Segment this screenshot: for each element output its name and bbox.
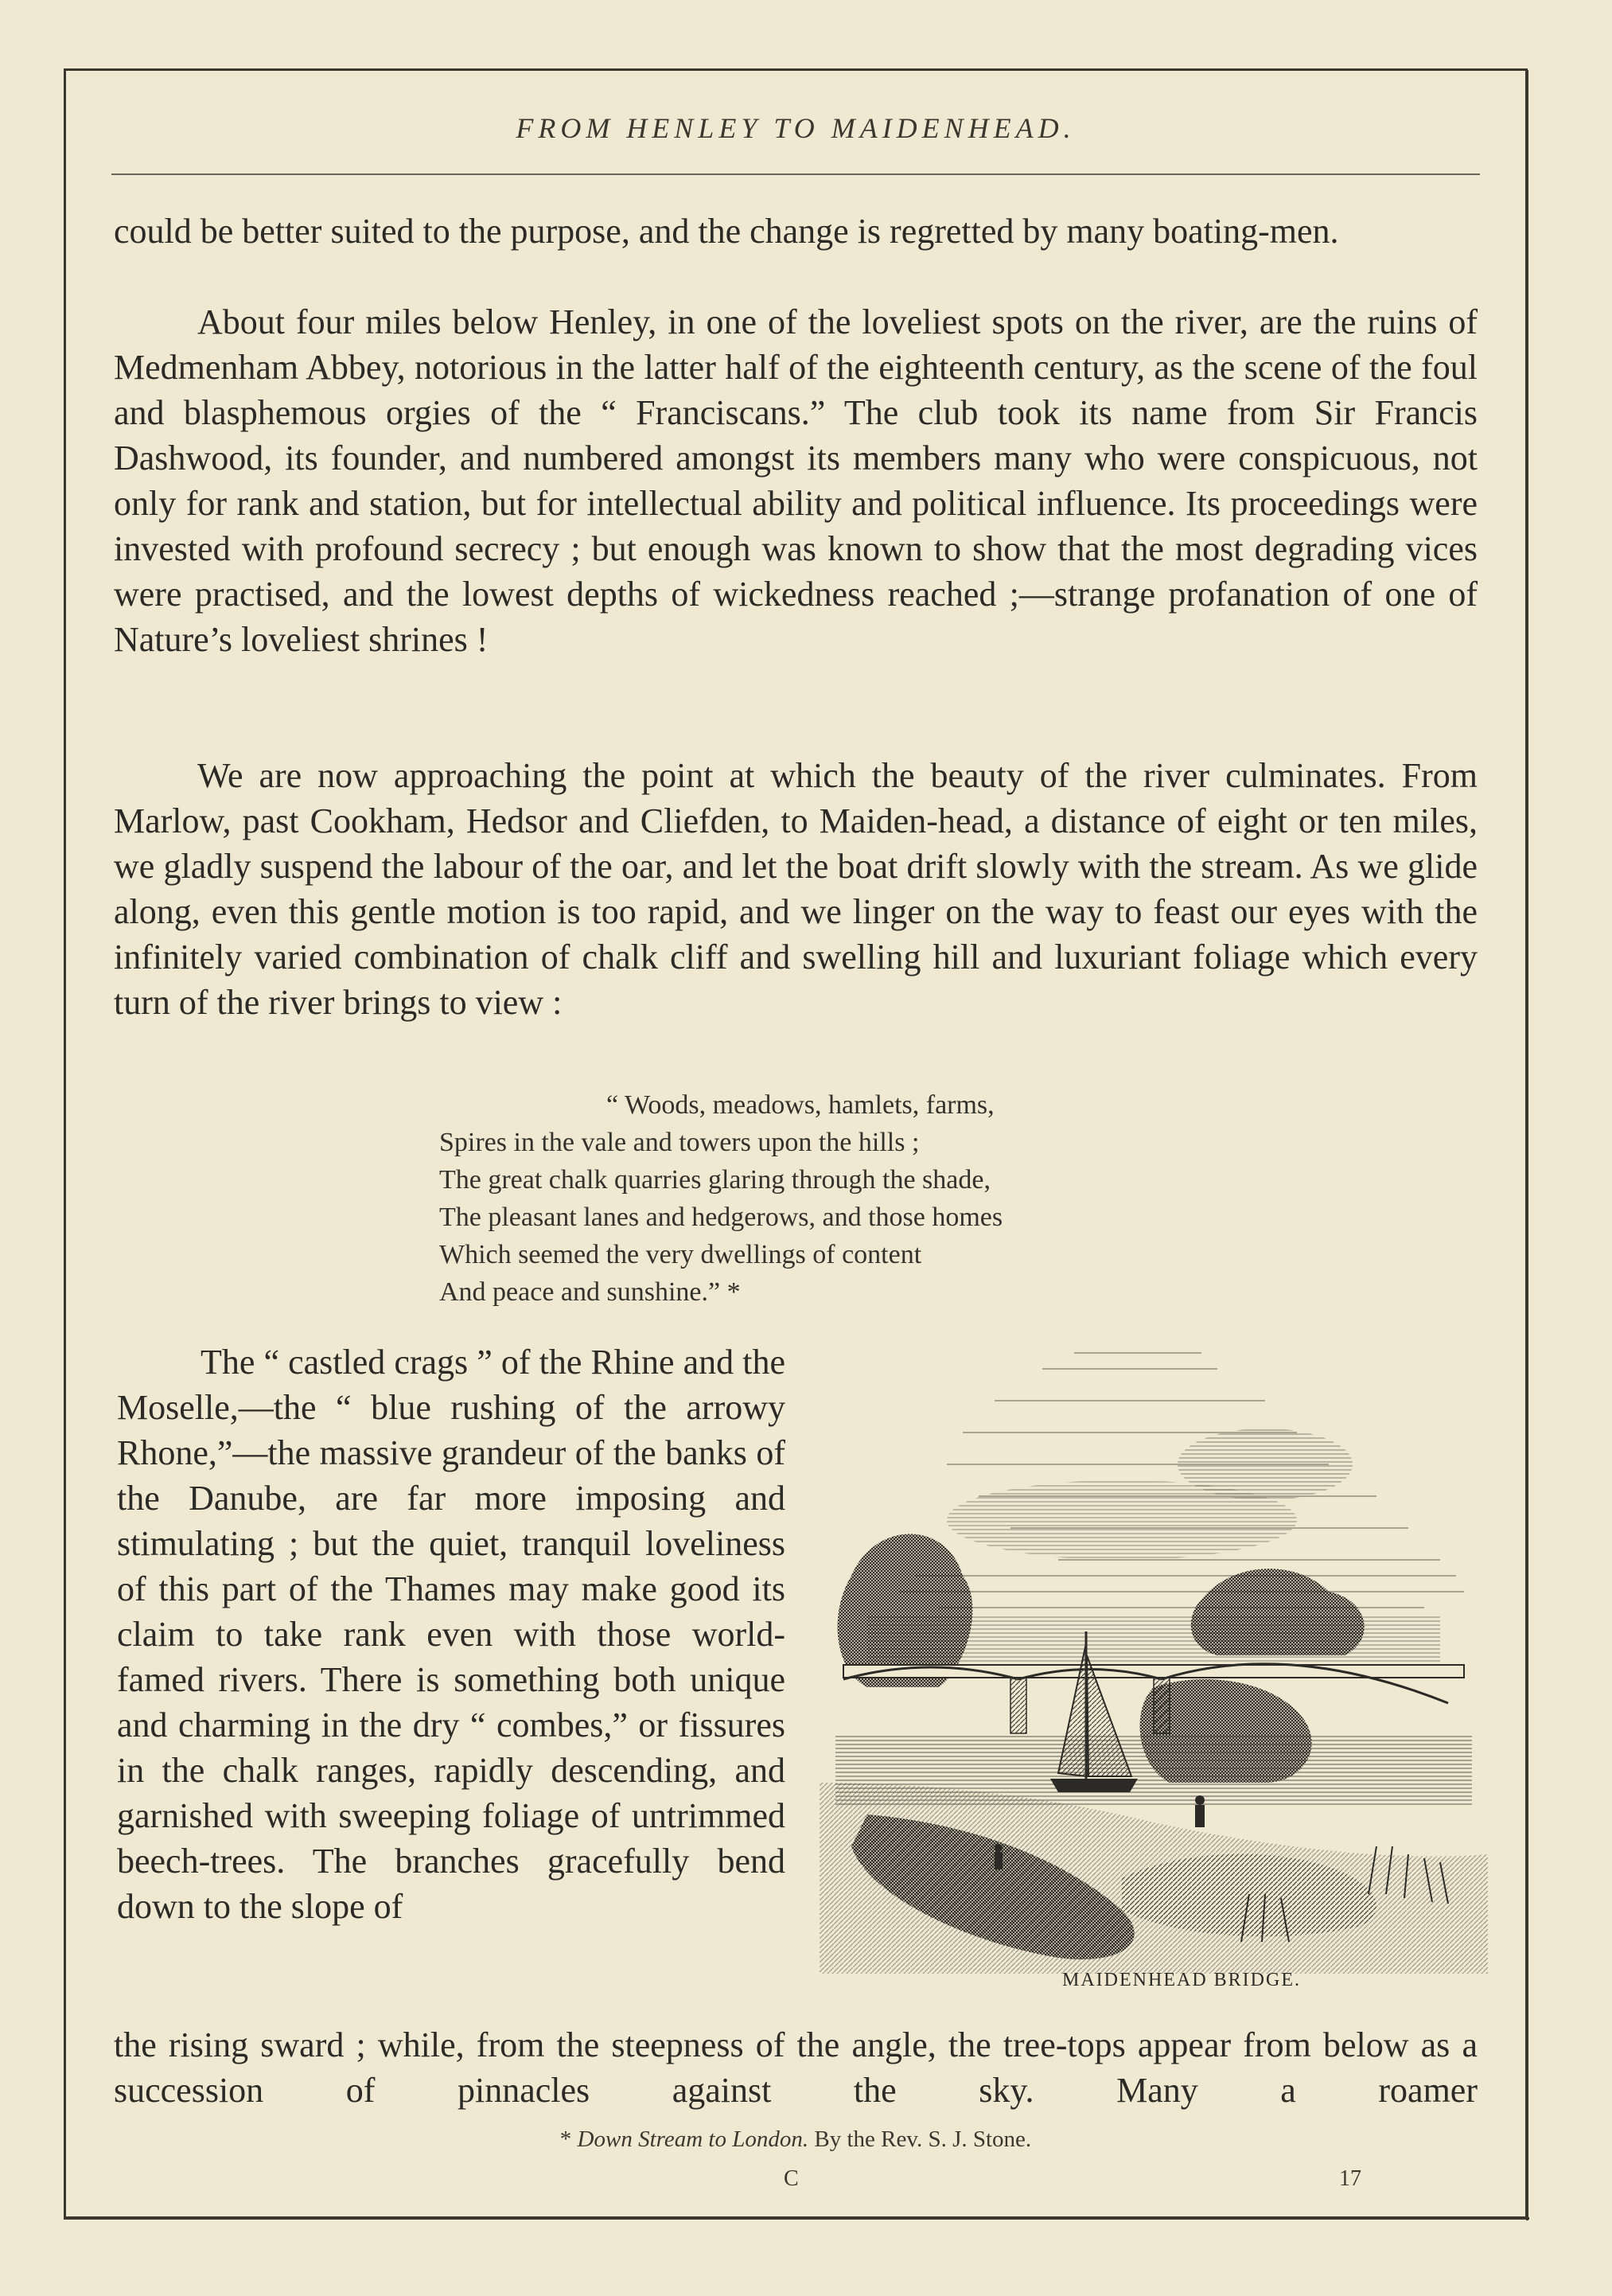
footnote-marker: * — [559, 2126, 572, 2152]
body-paragraph-1 — [114, 209, 1478, 254]
bridge-illustration — [820, 1337, 1488, 1974]
signature-mark: C — [784, 2166, 799, 2191]
poem-line: The pleasant lanes and hedgerows, and those homes — [439, 1203, 1003, 1232]
body-paragraph-3 — [114, 753, 1478, 1025]
poem-quotation — [439, 1086, 1235, 1311]
page-border-bottom — [64, 2217, 1529, 2220]
paragraph-text: We are now approaching the point at which the beauty of the river culminates. From Marlow, past Cookham, Hedsor and Cliefden, to Maiden-head, a distance of eight or ten miles, we gladly suspend the labour of the oar, and let the boat drift slowly with the stream. As we glide along, even this gentle motion is too rapid, and we linger on the way to feast our eyes with the infinitely varied combination of chalk cliff and swelling hill and luxuriant foliage which every turn of the river brings to view : — [114, 756, 1478, 1022]
paragraph-text: About four miles below Henley, in one of the loveliest spots on the river, are the ruins of Medmenham Abbey, notorious in the latter half of the eighteenth century, as the scene of the foul and blasphemous orgies of the “ Franciscans.” The club took its name from Sir Francis Dashwood, its founder, and numbered amongst its members many who were conspicuous, not only for rank and station, but for intellectual ability and political influence. Its proceedings were invested with profound secrecy ; but enough was known to show that the most degrading vices were practised, and the lowest depths of wickedness reached ;—strange profanation of one of Nature’s loveliest shrines ! — [114, 302, 1478, 659]
poem-line: Which seemed the very dwellings of content — [439, 1240, 922, 1269]
tree-right — [1191, 1569, 1365, 1655]
footnote-title: Down Stream to London. — [577, 2126, 809, 2152]
header-rule — [111, 173, 1480, 175]
footnote — [114, 2126, 1478, 2153]
running-header: FROM HENLEY TO MAIDENHEAD. — [516, 112, 1076, 144]
body-paragraph-2 — [114, 299, 1478, 662]
poem-line: Spires in the vale and towers upon the hills ; — [439, 1128, 920, 1157]
paragraph-continuation: the rising sward ; while, from the steepness of the angle, the tree-tops appear from below as a succession of pinnacles against the sky. Many a roamer — [114, 2025, 1478, 2110]
sky-lines — [899, 1353, 1464, 1608]
page-border-right — [1526, 70, 1528, 2220]
engraving-maidenhead-bridge — [820, 1337, 1488, 1974]
poem-line: And peace and sunshine.” * — [439, 1277, 741, 1307]
wrapped-paragraph — [117, 1339, 785, 1929]
poem-line: “ Woods, meadows, hamlets, farms, — [606, 1090, 995, 1120]
footnote-author: By the Rev. S. J. Stone. — [814, 2126, 1032, 2152]
page-number: 17 — [1339, 2166, 1361, 2191]
paragraph-text: The “ castled crags ” of the Rhine and the Moselle,—the “ blue rushing of the arrowy Rhone,”—the massive grandeur of the banks of the Danube, are far more imposing and stimulating ; but the quiet, tranquil loveliness of this part of the Thames may make good its claim to take rank even with those world-famed rivers. There is something both unique and charming in the dry “ combes,” or fissures in the chalk ranges, rapidly descending, and garnished with sweeping foliage of untrimmed beech-trees. The branches gracefully bend down to the slope of — [117, 1343, 785, 1926]
figure-caption: MAIDENHEAD BRIDGE. — [1062, 1970, 1301, 1990]
poem-line: The great chalk quarries glaring through the shade, — [439, 1165, 991, 1195]
cloud — [947, 1480, 1297, 1560]
paragraph-text: could be better suited to the purpose, and the change is regretted by many boating-men. — [114, 212, 1339, 251]
